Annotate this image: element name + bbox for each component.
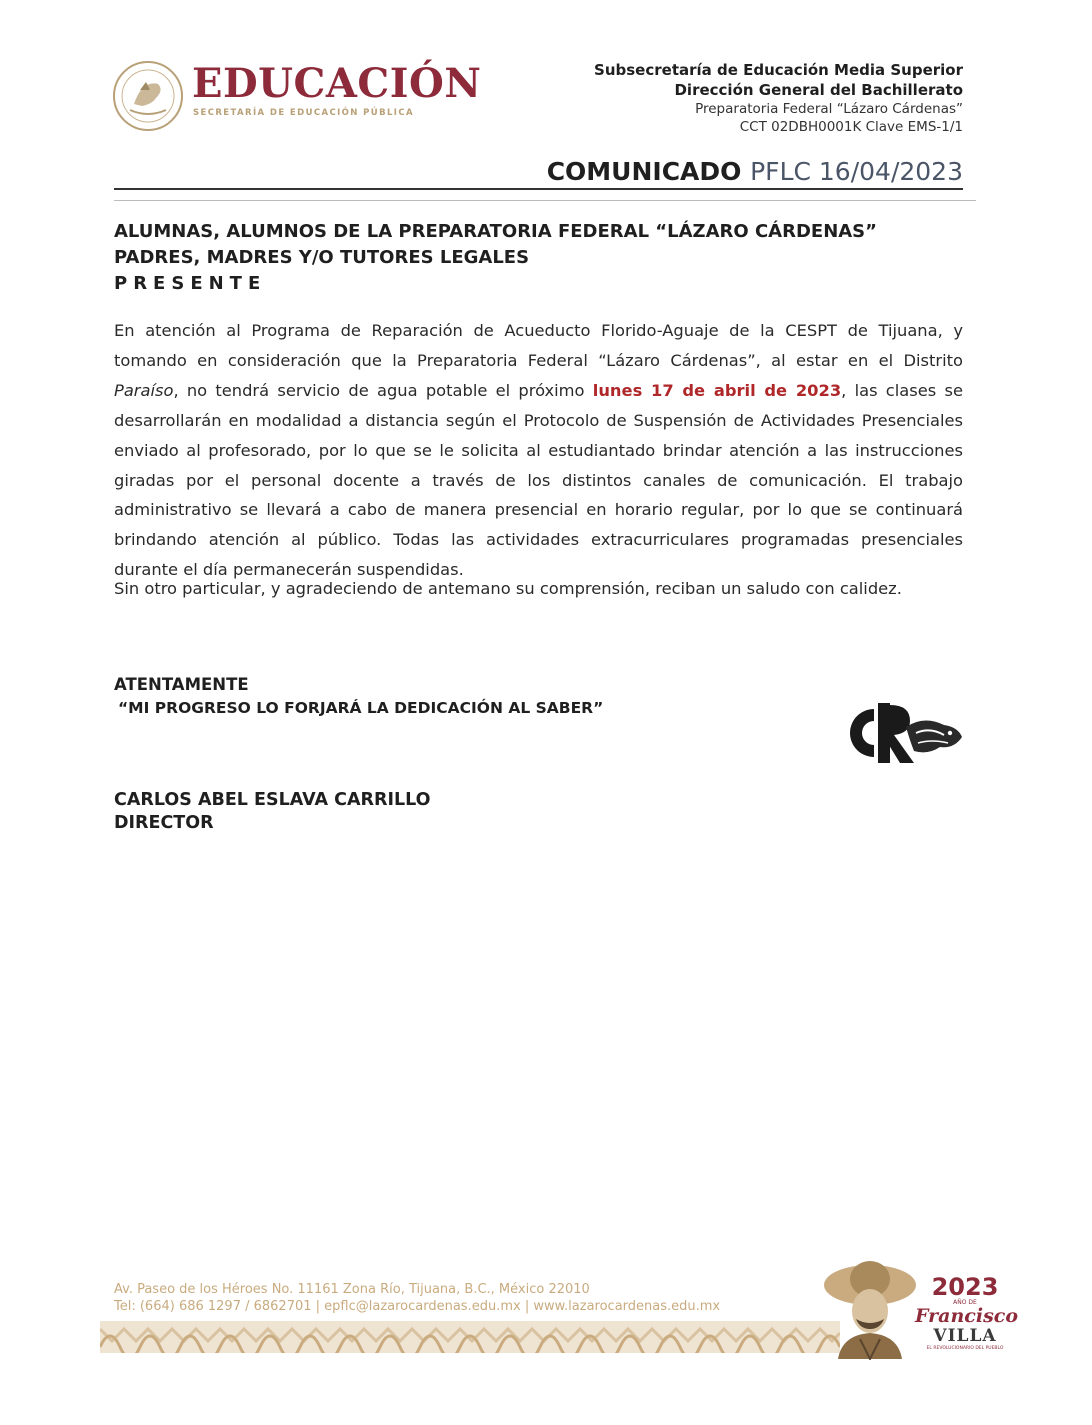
signer-block (114, 789, 431, 835)
decorative-pattern-band (100, 1321, 840, 1353)
addressee-block (114, 219, 974, 297)
title-divider-thin (114, 200, 976, 201)
francisco-villa-portrait-icon (820, 1255, 920, 1360)
header-line-2: Dirección General del Bachillerato (674, 81, 963, 99)
footer-contact (114, 1281, 720, 1315)
francisco-villa-year-badge (915, 1273, 1019, 1352)
badge-first-name: Francisco (915, 1305, 1019, 1327)
school-motto: “MI PROGRESO LO FORJARÁ LA DEDICACIÓN AL SABER” (118, 699, 604, 717)
badge-last-name: VILLA (933, 1326, 997, 1346)
document-code: PFLC 16/04/2023 (750, 157, 963, 186)
district-name: Paraíso (114, 380, 174, 400)
mexican-seal-icon (112, 60, 184, 132)
presente-label: PRESENTE (114, 273, 267, 294)
body-paragraph (114, 316, 963, 585)
atentamente-label: ATENTAMENTE (114, 675, 249, 694)
badge-year-caption: AÑO DE (953, 1299, 977, 1306)
education-logo-text: EDUCACIÓN (192, 60, 482, 107)
closure-date: lunes 17 de abril de 2023 (592, 380, 842, 400)
header-line-1: Subsecretaría de Educación Media Superior (594, 61, 963, 79)
body-text-1: En atención al Programa de Reparación de Acueducto Florido-Aguaje de la CESPT de Tijuana, y tomando en consideración que la Preparatoria Federal “Lázaro Cárdenas”, al estar en el Distrito (114, 321, 963, 370)
badge-caption: EL REVOLUCIONARIO DEL PUEBLO (926, 1346, 1004, 1351)
signer-name: CARLOS ABEL ESLAVA CARRILLO (114, 790, 431, 810)
badge-year: 2023 (931, 1273, 999, 1301)
closing-paragraph: Sin otro particular, y agradeciendo de antemano su comprensión, reciban un saludo con calidez. (114, 579, 902, 598)
school-logo-icon (844, 697, 964, 767)
title-divider (114, 188, 963, 190)
addressee-line-2: PADRES, MADRES Y/O TUTORES LEGALES (114, 247, 530, 268)
education-logo-subtitle: SECRETARÍA DE EDUCACIÓN PÚBLICA (193, 108, 414, 118)
header-line-4: CCT 02DBH0001K Clave EMS-1/1 (739, 119, 963, 135)
title-prefix: COMUNICADO (546, 157, 742, 186)
document-title (547, 157, 963, 187)
footer-address: Av. Paseo de los Héroes No. 11161 Zona Río, Tijuana, B.C., México 22010 (114, 1282, 590, 1297)
body-text-3: , las clases se desarrollarán en modalidad a distancia según el Protocolo de Suspensión de Actividades Presenciales enviado al profesorado, por lo que se le solicita al estudiantado brindar atención a las instrucciones giradas por el personal docente a través de los distintos canales de comunicación. El trabajo administrativo se llevará a cabo de manera presencial en horario regular, por lo que se continuará brindando atención al público. Todas las actividades extracurriculares programadas presenciales durante el día permanecerán suspendidas. (114, 380, 963, 580)
institution-header (594, 60, 963, 136)
addressee-line-1: ALUMNAS, ALUMNOS DE LA PREPARATORIA FEDERAL “LÁZARO CÁRDENAS” (114, 221, 877, 242)
footer-phone-email-web: Tel: (664) 686 1297 / 6862701 | epflc@lazarocardenas.edu.mx | www.lazarocardenas.edu.mx (114, 1299, 721, 1314)
header-line-3: Preparatoria Federal “Lázaro Cárdenas” (695, 101, 963, 117)
body-text-2: , no tendrá servicio de agua potable el próximo (173, 380, 593, 400)
signer-role: DIRECTOR (114, 813, 214, 833)
